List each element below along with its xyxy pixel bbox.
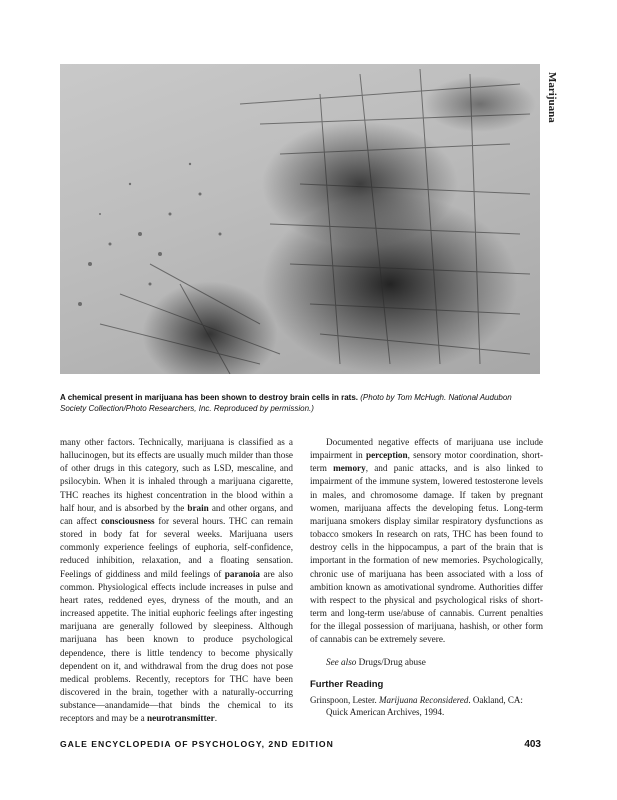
keyword-consciousness: consciousness [100,515,155,526]
marijuana-photo [60,64,540,374]
side-tab-title: Marijuana [546,72,558,123]
reference-publisher: . Oakland, CA: Quick American Archives, 1994. [326,694,523,718]
see-also [310,656,543,669]
page-footer [60,739,541,749]
right-column [310,436,543,719]
footer-title: GALE ENCYCLOPEDIA OF PSYCHOLOGY, 2ND EDITION [60,739,334,749]
right-paragraph [310,436,543,647]
left-column [60,436,293,725]
further-reading-heading: Further Reading [310,678,384,690]
caption-lead: A chemical present in marijuana has been shown to destroy brain cells in rats. [60,393,359,402]
reference-author: Grinspoon, Lester. [310,694,379,705]
text-run: and other organs, and can affect [60,502,293,526]
see-also-link[interactable]: Drugs/Drug abuse [358,656,426,667]
reference-title: Marijuana Reconsidered [379,694,469,705]
marijuana-texture-image [60,64,540,374]
text-run: many other factors. Technically, marijuana is classified as a hallucinogen, but its effects are usually much milder than those of other drugs in this category, such as LSD, mescaline, and psilocybin. When it is inhaled through a marijuana cigarette, THC reaches its highest concentration in the blood within a half hour, and is absorbed by the [60,437,293,513]
caption-credit: (Photo by Tom McHugh. National Audubon Society Collection/Photo Researchers, Inc. Reproduced by permission.) [60,393,512,413]
text-run: . [214,713,217,724]
keyword-neurotransmitter: neurotransmitter [147,713,215,724]
keyword-brain: brain [187,502,209,513]
page-number: 403 [524,739,541,750]
reference-entry [310,694,543,719]
keyword-memory: memory [333,463,366,474]
keyword-perception: perception [365,450,408,461]
text-run: Documented negative effects of marijuana use include impairment in [310,437,543,461]
text-run: for several hours. THC can remain stored in body fat for several weeks. Marijuana users commonly experience feelings of euphoria, self-confidence, reduced inhibition, relaxation, and a floating sensation. Feelings of giddiness and mild feelings of [60,515,293,579]
text-run: , and panic attacks, and is also linked to impairment of the immune system, lowered testosterone levels in males, and chromosome damage. If taken by pregnant women, marijuana affects the developing fetus. Long-term marijuana smokers display similar respiratory dysfunctions as tobacco smokers In research on rats, THC has been found to destroy cells in the hippocampus, a part of the brain that is important in the formation of new memories. Psychologically, chronic use of marijuana has been associated with a loss of ambition known as amotivational syndrome. Authorities differ with respect to the physical and psychological risks of short-term and long-term use/abuse of cannabis. Current penalties for the illegal possession of marijuana, hashish, or other form of cannabis can be extremely severe. [310,463,543,645]
see-also-label: See also [326,656,357,667]
text-run: , sensory motor coordination, short-term [310,450,544,474]
text-run: are also common. Physiological effects include increases in pulse and heart rates, reddened eyes, dryness of the mouth, and an increased appetite. The initial euphoric feelings after ingesting marijuana are generally followed by sleepiness. Although marijuana has been known to produce psychological dependence, there is little tendency to become physically dependent on it, and withdrawal from the drug does not pose medical problems. Recently, receptors for THC have been discovered in the brain, together with a naturally-occurring substance—anandamide—that binds the chemical to its receptors and may be a [60,568,294,724]
left-paragraph [60,436,293,725]
keyword-paranoia: paranoia [224,568,261,579]
photo-caption [60,392,540,414]
